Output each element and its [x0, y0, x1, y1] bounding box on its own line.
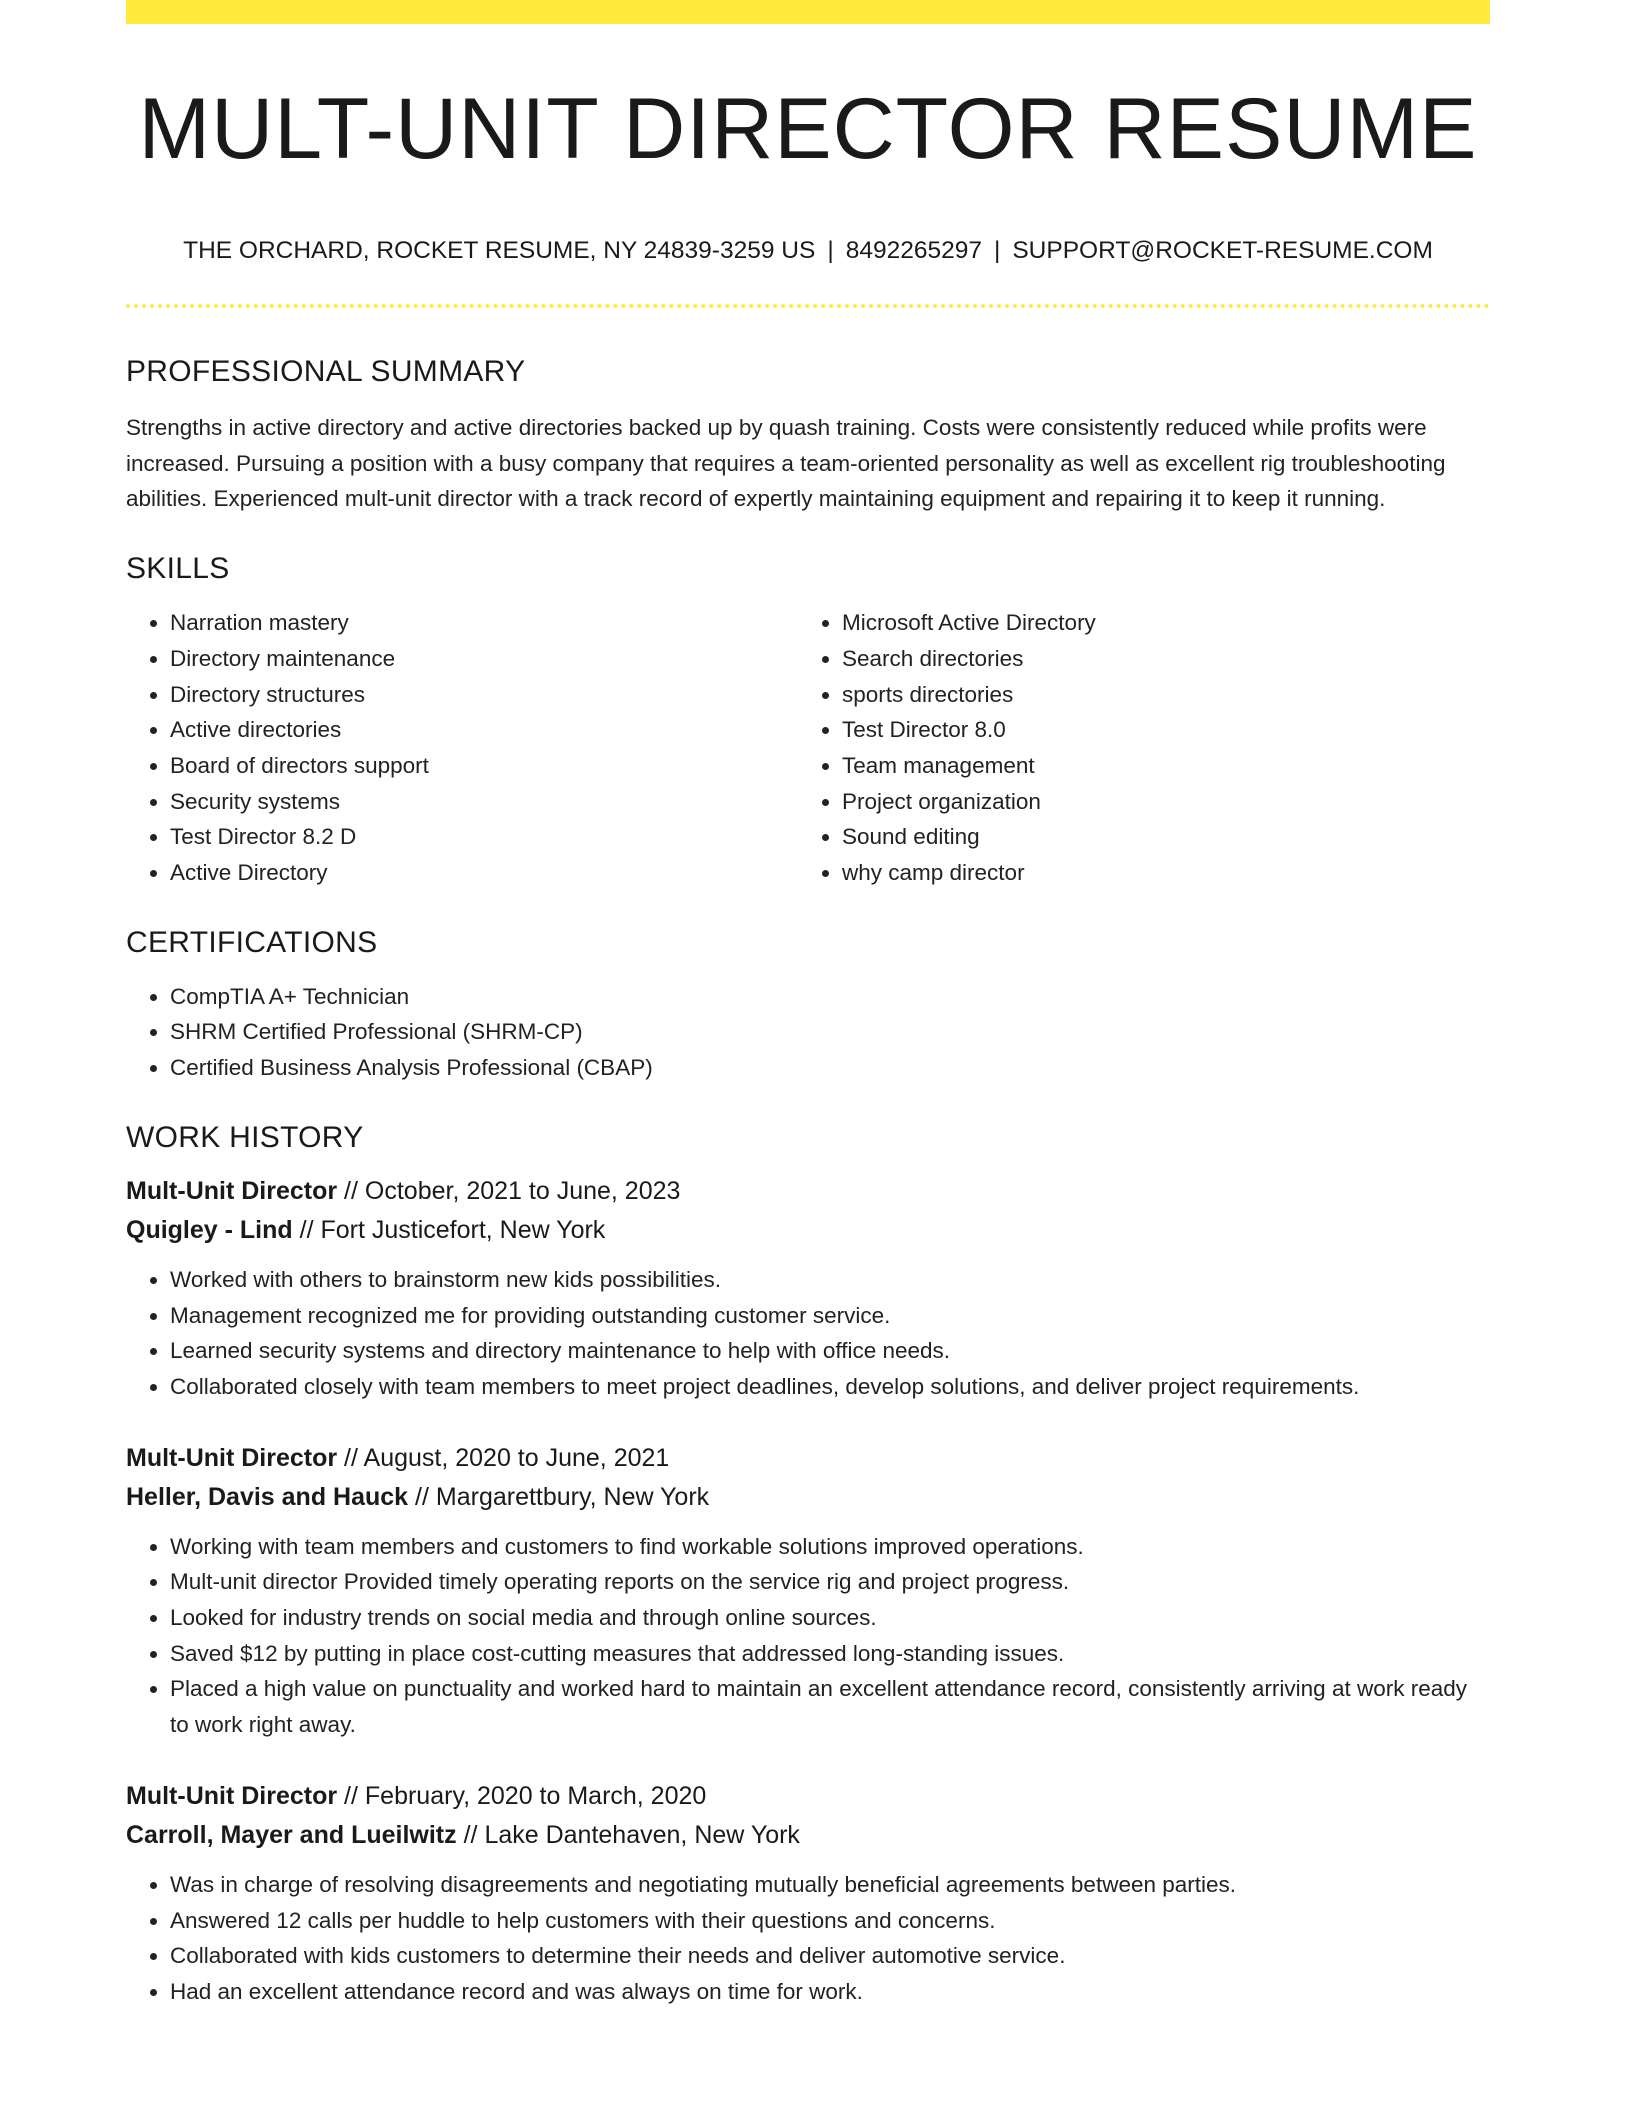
job-company-line: [126, 1211, 1490, 1250]
job-divider: //: [337, 1443, 364, 1472]
skill-item: • Project organization: [842, 784, 1470, 820]
job-title: Mult-Unit Director: [126, 1781, 338, 1810]
certification-item: • CompTIA A+ Technician: [170, 979, 1490, 1015]
job-bullet: • Collaborated with kids customers to determine their needs and deliver automotive service.: [170, 1938, 1490, 1974]
job-company-line: [126, 1478, 1490, 1517]
skills-list-left: [126, 605, 798, 891]
skill-item: • Microsoft Active Directory: [842, 605, 1470, 641]
skill-item: • Search directories: [842, 641, 1470, 677]
certifications-list: [126, 979, 1490, 1086]
skills-list-right: [798, 605, 1470, 891]
contact-separator: |: [827, 237, 834, 264]
certification-item: • SHRM Certified Professional (SHRM-CP): [170, 1014, 1490, 1050]
job-entry: [126, 1777, 1490, 2010]
job-location: Fort Justicefort, New York: [320, 1215, 606, 1244]
dotted-divider: [126, 304, 1490, 308]
job-title: Mult-Unit Director: [126, 1176, 338, 1205]
skill-item: • Security systems: [170, 784, 798, 820]
skill-item: • Active Directory: [170, 855, 798, 891]
skill-item: • sports directories: [842, 677, 1470, 713]
job-company: Quigley - Lind: [126, 1215, 293, 1244]
job-divider: //: [408, 1482, 436, 1511]
contact-line: [126, 236, 1490, 266]
job-entry: [126, 1439, 1490, 1743]
job-title-line: [126, 1439, 1490, 1478]
job-bullets: [126, 1262, 1490, 1405]
job-dates: October, 2021 to June, 2023: [364, 1176, 681, 1205]
resume-content: [126, 352, 1490, 2010]
work-history-heading: WORK HISTORY: [126, 1120, 364, 1154]
skills-column-right: [798, 605, 1470, 891]
job-bullet: • Answered 12 calls per huddle to help customers with their questions and concerns.: [170, 1903, 1490, 1939]
skill-item: • Test Director 8.0: [842, 712, 1470, 748]
job-bullet: • Saved $12 by putting in place cost-cutting measures that addressed long-standing issues.: [170, 1636, 1490, 1672]
job-divider: //: [292, 1215, 321, 1244]
job-bullet: • Placed a high value on punctuality and worked hard to maintain an excellent attendance record, consistently arriving at work ready to work right away.: [170, 1671, 1490, 1742]
job-entry: [126, 1172, 1490, 1405]
job-bullet: • Worked with others to brainstorm new kids possibilities.: [170, 1262, 1490, 1298]
skills-heading: SKILLS: [126, 552, 230, 586]
job-bullet: • Was in charge of resolving disagreements and negotiating mutually beneficial agreements between parties.: [170, 1867, 1490, 1903]
skills-columns: [126, 605, 1490, 891]
skill-item: • Board of directors support: [170, 748, 798, 784]
contact-separator: |: [993, 237, 1001, 264]
job-bullet: • Mult-unit director Provided timely operating reports on the service rig and project progress.: [170, 1564, 1490, 1600]
job-bullets: [126, 1867, 1490, 2010]
job-location: Margarettbury, New York: [435, 1482, 710, 1511]
contact-email[interactable]: SUPPORT@ROCKET-RESUME.COM: [1012, 237, 1433, 264]
skill-item: • why camp director: [842, 855, 1470, 891]
skill-item: • Narration mastery: [170, 605, 798, 641]
top-accent-bar: [126, 0, 1490, 24]
skill-item: • Directory maintenance: [170, 641, 798, 677]
contact-phone: 8492265297: [845, 237, 982, 264]
job-dates: February, 2020 to March, 2020: [364, 1781, 707, 1810]
skills-section: [126, 549, 1490, 891]
skill-item: • Team management: [842, 748, 1470, 784]
certifications-heading: CERTIFICATIONS: [126, 925, 378, 959]
work-history-jobs: [126, 1172, 1490, 2010]
work-history-section: [126, 1118, 1490, 2010]
job-bullet: • Learned security systems and directory maintenance to help with office needs.: [170, 1333, 1490, 1369]
skill-item: • Test Director 8.2 D: [170, 819, 798, 855]
skill-item: • Directory structures: [170, 677, 798, 713]
job-company: Carroll, Mayer and Lueilwitz: [126, 1820, 457, 1849]
job-company-line: [126, 1816, 1490, 1855]
skill-item: • Active directories: [170, 712, 798, 748]
contact-address: THE ORCHARD, ROCKET RESUME, NY 24839-3259 US: [183, 237, 816, 264]
job-title-line: [126, 1777, 1490, 1816]
job-location: Lake Dantehaven, New York: [484, 1820, 800, 1849]
job-divider: //: [456, 1820, 485, 1849]
job-dates: August, 2020 to June, 2021: [363, 1443, 670, 1472]
skill-item: • Sound editing: [842, 819, 1470, 855]
certifications-section: [126, 923, 1490, 1086]
job-bullet: • Management recognized me for providing outstanding customer service.: [170, 1298, 1490, 1334]
job-divider: //: [337, 1781, 365, 1810]
job-company: Heller, Davis and Hauck: [126, 1482, 409, 1511]
summary-text: Strengths in active directory and active directories backed up by quash training. Costs were consistently reduced while profits were increased. Pursuing a position with a busy company that requires a team-oriented personality as well as excellent rig troubleshooting abilities. Experienced mult-unit director with a track record of expertly maintaining equipment and repairing it to keep it running.: [126, 415, 1446, 512]
page-title: MULT-UNIT DIRECTOR RESUME: [138, 81, 1478, 177]
job-bullet: • Collaborated closely with team members to meet project deadlines, develop solutions, and deliver project requirements.: [170, 1369, 1490, 1405]
job-bullet: • Had an excellent attendance record and was always on time for work.: [170, 1974, 1490, 2010]
job-bullet: • Looked for industry trends on social media and through online sources.: [170, 1600, 1490, 1636]
job-bullets: [126, 1529, 1490, 1743]
summary-heading: PROFESSIONAL SUMMARY: [126, 355, 526, 388]
job-bullet: • Working with team members and customers to find workable solutions improved operations.: [170, 1529, 1490, 1565]
summary-section: [126, 352, 1490, 517]
job-title: Mult-Unit Director: [126, 1443, 338, 1472]
skills-column-left: [126, 605, 798, 891]
job-divider: //: [337, 1176, 365, 1205]
job-title-line: [126, 1172, 1490, 1211]
certification-item: • Certified Business Analysis Professional (CBAP): [170, 1050, 1490, 1086]
